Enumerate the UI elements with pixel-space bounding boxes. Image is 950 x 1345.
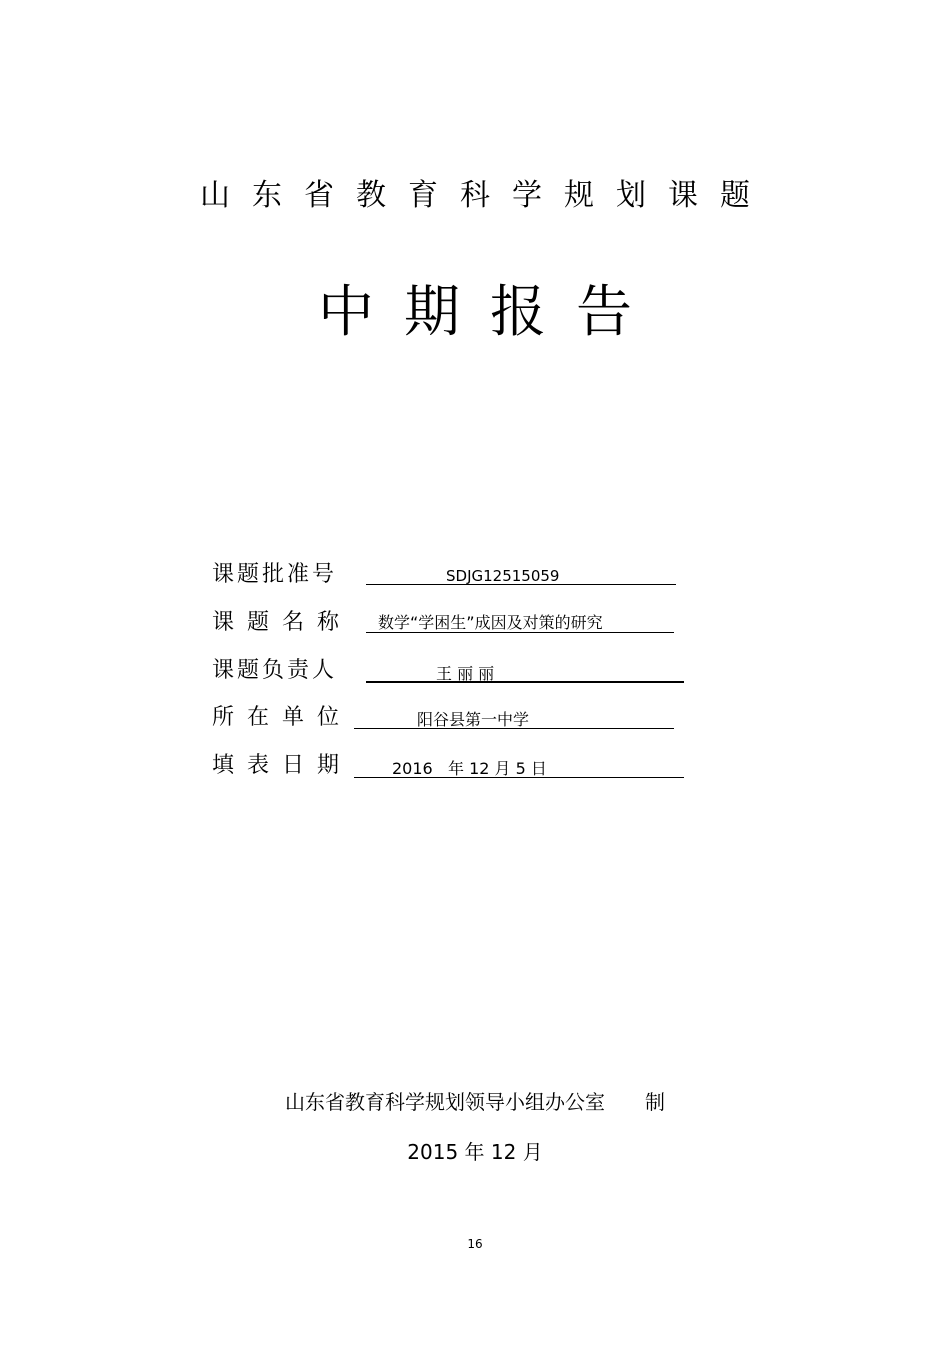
field-value-approval-number: SDJG12515059 [446,567,560,585]
field-label-project-name: 课 题 名 称 [212,610,342,635]
field-underline-project-leader [366,655,684,683]
field-value-fill-date: 2016 年 12 月 5 日 [392,759,547,778]
document-subtitle: 山东省教育科学规划课题 [200,178,772,213]
document-title: 中期报告 [318,280,662,345]
issuer-line: 山东省教育科学规划领导小组办公室 制 [285,1090,665,1114]
field-value-organization: 阳谷县第一中学 [417,710,530,729]
field-label-project-leader: 课题负责人 [212,658,338,683]
field-label-approval-number: 课题批准号 [212,562,338,587]
field-label-organization: 所 在 单 位 [212,705,342,730]
field-value-project-name: 数学“学困生”成因及对策的研究 [378,613,603,632]
field-label-fill-date: 填 表 日 期 [212,753,342,778]
page-number: 16 [467,1237,483,1251]
field-value-project-leader: 王 丽 丽 [436,664,495,683]
issue-date: 2015 年 12 月 [407,1140,543,1164]
